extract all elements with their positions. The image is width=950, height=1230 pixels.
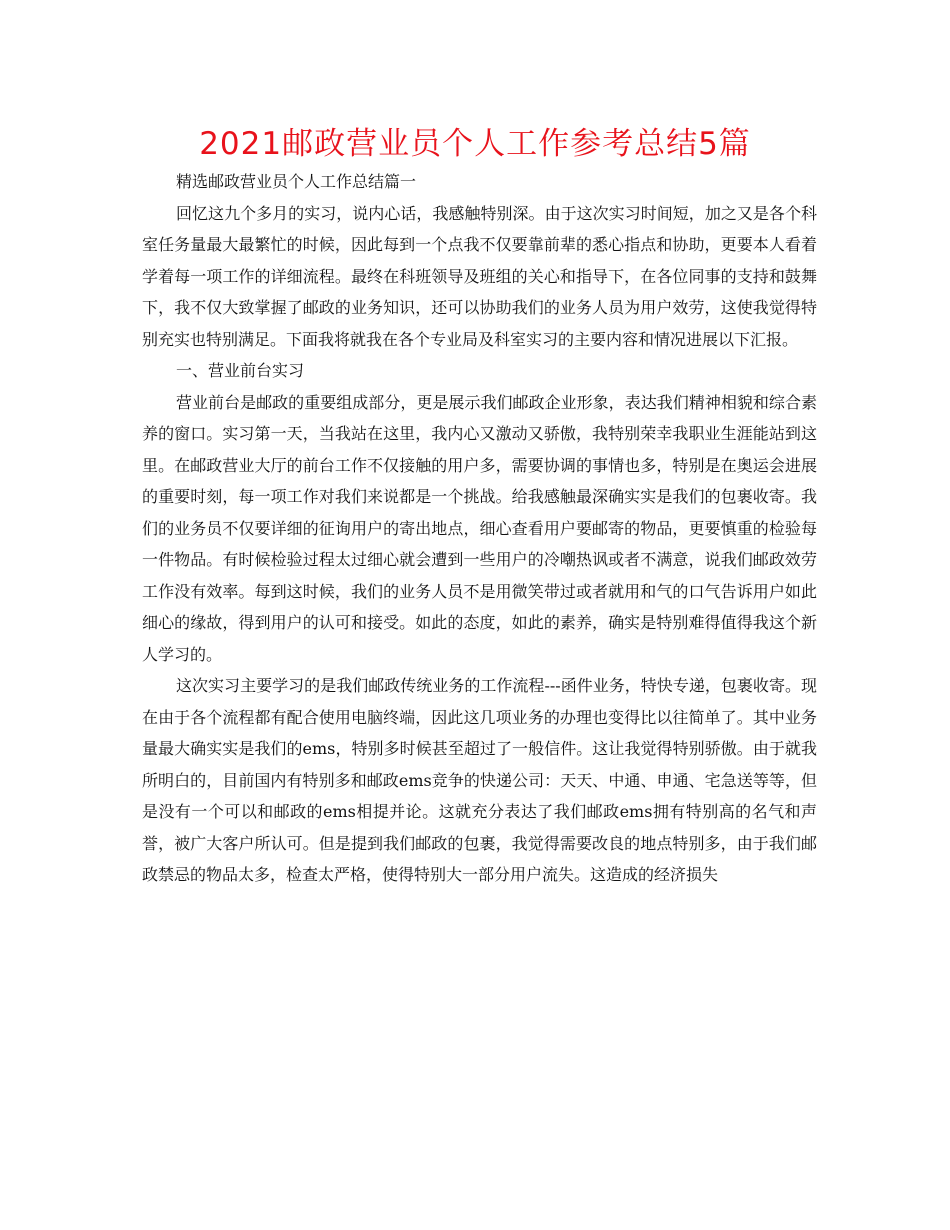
document-title: 2021邮政营业员个人工作参考总结5篇 <box>199 126 751 162</box>
paragraph-intro: 回忆这九个多月的实习，说内心话，我感触特别深。由于这次实习时间短，加之又是各个科室任务量最大最繁忙的时候，因此每到一个点我不仅要靠前辈的悉心指点和协助，更要本人看着学着每一项工作的详细流程。最终在科班领导及班组的关心和指导下，在各位同事的支持和鼓舞下，我不仅大致掌握了邮政的业务知识，还可以协助我们的业务人员为用户效劳，这使我觉得特别充实也特别满足。下面我将就我在各个专业局及科室实习的主要内容和情况进展以下汇报。 <box>142 203 817 349</box>
paragraph-front-desk: 营业前台是邮政的重要组成部分，更是展示我们邮政企业形象，表达我们精神相貌和综合素养的窗口。实习第一天，当我站在这里，我内心又激动又骄傲，我特别荣幸我职业生涯能站到这里。在邮政营业大厅的前台工作不仅接触的用户多，需要协调的事情也多，特别是在奥运会进展的重要时刻，每一项工作对我们来说都是一个挑战。给我感触最深确实实是我们的包裹收寄。我们的业务员不仅要详细的征询用户的寄出地点，细心查看用户要邮寄的物品，更要慎重的检验每一件物品。有时候检验过程太过细心就会遭到一些用户的冷嘲热讽或者不满意，说我们邮政效劳工作没有效率。每到这时候，我们的业务人员不是用微笑带过或者就用和气的口气告诉用户如此细心的缘故，得到用户的认可和接受。如此的态度，如此的素养，确实是特别难得值得我这个新人学习的。 <box>142 392 817 664</box>
paragraph-business-flow: 这次实习主要学习的是我们邮政传统业务的工作流程---函件业务，特快专递，包裹收寄。现在由于各个流程都有配合使用电脑终端，因此这几项业务的办理也变得比以往简单了。其中业务量最大确实实是我们的ems，特别多时候甚至超过了一般信件。这让我觉得特别骄傲。由于就我所明白的，目前国内有特别多和邮政ems竞争的快递公司：天天、中通、申通、宅急送等等，但是没有一个可以和邮政的ems相提并论。这就充分表达了我们邮政ems拥有特别高的名气和声誉，被广大客户所认可。但是提到我们邮政的包裹，我觉得需要改良的地点特别多，由于我们邮政禁忌的物品太多，检查太严格，使得特别大一部分用户流失。这造成的经济损失 <box>142 676 817 884</box>
section-heading-front-desk: 一、营业前台实习 <box>176 361 305 380</box>
section-subtitle: 精选邮政营业员个人工作总结篇一 <box>176 172 417 191</box>
document-body <box>142 166 817 891</box>
